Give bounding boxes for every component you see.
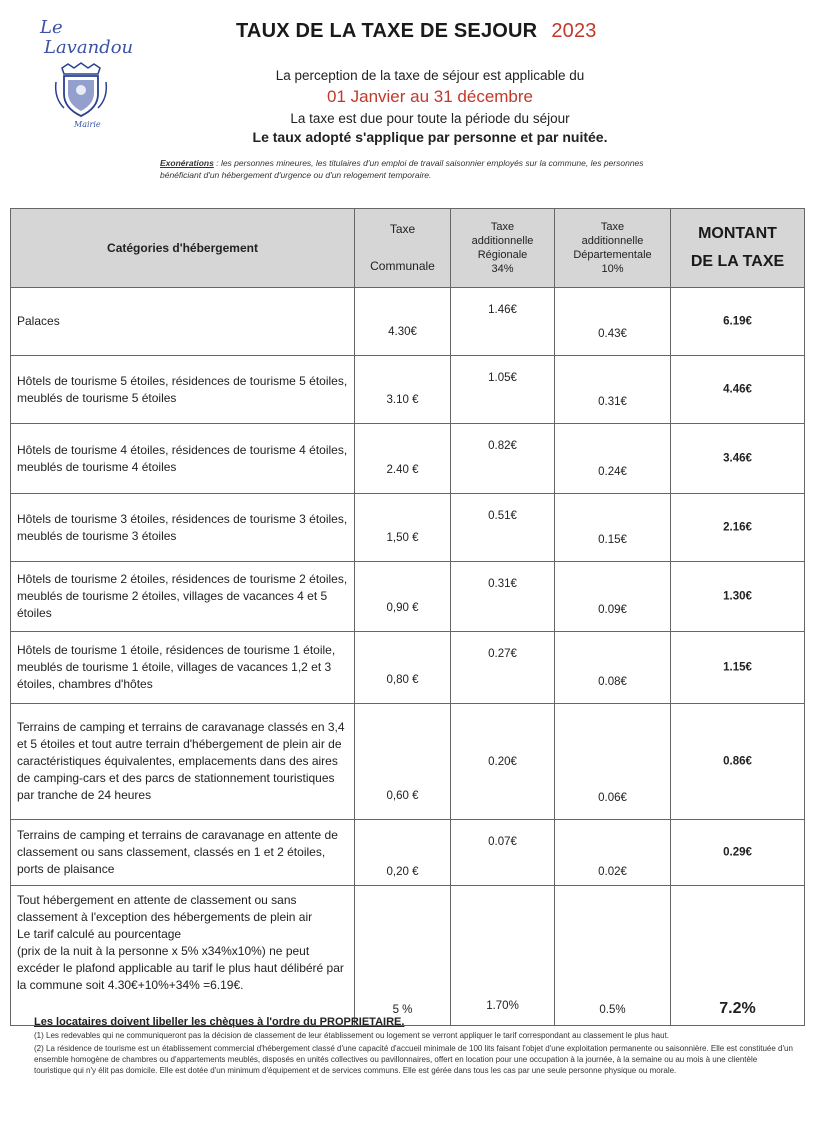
row-communale xyxy=(355,886,451,1026)
row-departementale xyxy=(555,820,671,886)
value-communale: 0,20 € xyxy=(386,866,419,878)
value-regionale: 0.82€ xyxy=(488,440,517,452)
value-departementale: 0.24€ xyxy=(598,466,627,478)
value-regionale: 0.27€ xyxy=(488,648,517,660)
header-communale xyxy=(355,209,451,288)
footer-notes xyxy=(34,1016,794,1076)
last-row-category-1: Tout hébergement en attente de classement ou sans classement à l'exception des hébergements de plein air xyxy=(17,893,313,924)
header-montant-line-1: MONTANT xyxy=(698,225,777,242)
row-communale xyxy=(355,704,451,820)
value-total: 1.15€ xyxy=(723,661,752,673)
row-total xyxy=(671,632,805,704)
value-departementale: 0.06€ xyxy=(598,792,627,804)
row-departementale xyxy=(555,288,671,356)
value-departementale: 0.02€ xyxy=(598,866,627,878)
table-row xyxy=(11,886,805,1026)
value-communale: 5 % xyxy=(392,1004,413,1016)
header-montant-line-2: DE LA TAXE xyxy=(690,253,785,270)
value-communale: 1,50 € xyxy=(386,532,419,544)
logo-line-1: Le xyxy=(40,17,63,38)
exonerations-label: Exonérations xyxy=(160,158,214,168)
row-departementale xyxy=(555,356,671,424)
value-regionale: 0.20€ xyxy=(488,756,517,768)
value-departementale: 0.09€ xyxy=(598,604,627,616)
intro-line-3: La taxe est due pour toute la période du séjour xyxy=(290,111,570,126)
header-communale-line-2: Communale xyxy=(370,259,435,273)
value-regionale: 0.51€ xyxy=(488,510,517,522)
value-total: 2.16€ xyxy=(723,521,752,533)
row-category: Terrains de camping et terrains de caravanage en attente de classement ou sans classement, classés en 1 et 2 étoiles, ports de plaisance xyxy=(11,820,355,886)
value-regionale: 1.05€ xyxy=(488,372,517,384)
row-total xyxy=(671,886,805,1026)
row-communale xyxy=(355,356,451,424)
intro-line-1: La perception de la taxe de séjour est applicable du xyxy=(275,68,585,83)
row-communale xyxy=(355,288,451,356)
row-regionale xyxy=(451,356,555,424)
title-year: 2023 xyxy=(551,20,597,42)
table-row xyxy=(11,494,805,562)
row-total xyxy=(671,424,805,494)
row-departementale xyxy=(555,424,671,494)
row-category xyxy=(11,886,355,1026)
row-departementale xyxy=(555,494,671,562)
row-regionale xyxy=(451,704,555,820)
value-regionale: 0.07€ xyxy=(488,836,517,848)
header-category: Catégories d'hébergement xyxy=(11,209,355,288)
tax-rate-table xyxy=(10,208,805,1026)
value-total: 6.19€ xyxy=(723,315,752,327)
header-regionale-line-2: additionnelle xyxy=(471,235,534,247)
logo-wordmark xyxy=(40,17,134,58)
row-category: Hôtels de tourisme 3 étoiles, résidences de tourisme 3 étoiles, meublés de tourisme 3 étoiles xyxy=(11,494,355,562)
header-dept-line-4: 10% xyxy=(601,263,624,275)
header-dept-line-1: Taxe xyxy=(600,221,625,233)
header-regionale-line-4: 34% xyxy=(491,263,514,275)
value-communale: 0,60 € xyxy=(386,790,419,802)
value-departementale: 0.43€ xyxy=(598,328,627,340)
row-category: Palaces xyxy=(11,288,355,356)
intro-block xyxy=(150,66,710,147)
row-total xyxy=(671,288,805,356)
intro-line-4: Le taux adopté s'applique par personne et par nuitée. xyxy=(252,129,608,145)
header-regionale-line-3: Régionale xyxy=(477,249,528,261)
value-total: 1.30€ xyxy=(723,590,752,602)
coat-of-arms-icon xyxy=(52,62,110,118)
header-dept-line-3: Départementale xyxy=(573,249,652,261)
row-communale xyxy=(355,424,451,494)
header-dept-line-2: additionnelle xyxy=(581,235,644,247)
header-montant xyxy=(671,209,805,288)
intro-dates: 01 Janvier au 31 décembre xyxy=(326,87,534,106)
exonerations-note xyxy=(160,157,680,181)
header-communale-line-1: Taxe xyxy=(389,222,416,236)
value-communale: 3.10 € xyxy=(386,394,419,406)
value-departementale: 0.5% xyxy=(599,1004,626,1016)
title-main: TAUX DE LA TAXE DE SEJOUR xyxy=(236,20,538,42)
row-total xyxy=(671,494,805,562)
town-logo xyxy=(40,17,134,136)
exonerations-text: : les personnes mineures, les titulaires d'un emploi de travail saisonnier employés sur la commune, les personnes bénéficiant d'un hébergement d'urgence ou d'un relogement temporaire. xyxy=(160,158,644,180)
logo-line-2: Lavandou xyxy=(44,37,134,58)
table-row xyxy=(11,356,805,424)
row-regionale xyxy=(451,494,555,562)
row-total xyxy=(671,820,805,886)
value-total: 4.46€ xyxy=(723,383,752,395)
value-communale: 0,90 € xyxy=(386,602,419,614)
value-total: 0.86€ xyxy=(723,755,752,767)
row-category: Hôtels de tourisme 5 étoiles, résidences de tourisme 5 étoiles, meublés de tourisme 5 étoiles xyxy=(11,356,355,424)
value-departementale: 0.15€ xyxy=(598,534,627,546)
row-departementale xyxy=(555,632,671,704)
row-departementale xyxy=(555,562,671,632)
table-row xyxy=(11,288,805,356)
value-total: 3.46€ xyxy=(723,452,752,464)
value-regionale: 0.31€ xyxy=(488,578,517,590)
row-regionale xyxy=(451,562,555,632)
row-regionale xyxy=(451,424,555,494)
row-category: Terrains de camping et terrains de caravanage classés en 3,4 et 5 étoiles et tout autre terrain d'hébergement de plein air de caractéristiques équivalentes, emplacements dans des aires de camping-cars et des parcs de stationnement touristiques par tranche de 24 heures xyxy=(11,704,355,820)
row-category: Hôtels de tourisme 2 étoiles, résidences de tourisme 2 étoiles, meublés de tourisme 2 étoiles, villages de vacances 4 et 5 étoiles xyxy=(11,562,355,632)
value-communale: 4.30€ xyxy=(388,326,417,338)
header-regionale xyxy=(451,209,555,288)
value-communale: 0,80 € xyxy=(386,674,419,686)
row-category: Hôtels de tourisme 1 étoile, résidences de tourisme 1 étoile, meublés de tourisme 1 étoile, villages de vacances 1,2 et 3 étoiles, chambres d'hôtes xyxy=(11,632,355,704)
page-title xyxy=(236,20,597,43)
footer-note-2: (2) La résidence de tourisme est un établissement commercial d'hébergement classé d'une capacité d'accueil minimale de 100 lits faisant l'objet d'une exploitation permanente ou saisonnière. Elle est constituée d'un ensemble homogène de chambres ou d'appartements meublés, disposés en unités collectives ou pavillonnaires, offert en location pour une occupation à la journée, à la semaine ou au mois à une clientèle touristique qui n'y élit pas domicile. Elle est dotée d'un minimum d'équipement et de services communs. Elle est gérée dans tous les cas par une seule personne physique ou morale. xyxy=(34,1044,793,1075)
table-row xyxy=(11,632,805,704)
row-communale xyxy=(355,494,451,562)
table-row xyxy=(11,704,805,820)
row-total xyxy=(671,562,805,632)
logo-mairie: Mairie xyxy=(74,120,101,129)
table-row xyxy=(11,820,805,886)
table-header-row xyxy=(11,209,805,288)
row-communale xyxy=(355,632,451,704)
row-total xyxy=(671,704,805,820)
value-communale: 2.40 € xyxy=(386,464,419,476)
row-departementale xyxy=(555,704,671,820)
value-departementale: 0.31€ xyxy=(598,396,627,408)
value-total: 0.29€ xyxy=(723,846,752,858)
row-departementale xyxy=(555,886,671,1026)
value-regionale: 1.46€ xyxy=(488,304,517,316)
value-regionale: 1.70% xyxy=(486,1000,519,1012)
last-row-category-3: (prix de la nuit à la personne x 5% x34%x10%) ne peut excéder le plafond applicable au tarif le plus haut délibéré par la commune soit 4.30€+10%+34% =6.19€. xyxy=(17,944,344,992)
row-category: Hôtels de tourisme 4 étoiles, résidences de tourisme 4 étoiles, meublés de tourisme 4 étoiles xyxy=(11,424,355,494)
row-regionale xyxy=(451,632,555,704)
footer-title: Les locataires doivent libeller les chèques à l'ordre du PROPRIETAIRE. xyxy=(34,1016,405,1028)
footer-note-1: (1) Les redevables qui ne communiqueront pas la décision de classement de leur établissement ou logement se verront appliquer le tarif correspondant au classement le plus haut. xyxy=(34,1031,670,1040)
header-regionale-line-1: Taxe xyxy=(490,221,515,233)
row-total xyxy=(671,356,805,424)
last-row-category-2: Le tarif calculé au pourcentage xyxy=(17,927,182,941)
row-communale xyxy=(355,562,451,632)
header-departementale xyxy=(555,209,671,288)
row-regionale xyxy=(451,886,555,1026)
value-total: 7.2% xyxy=(719,1000,756,1017)
row-communale xyxy=(355,820,451,886)
value-departementale: 0.08€ xyxy=(598,676,627,688)
table-row xyxy=(11,562,805,632)
table-row xyxy=(11,424,805,494)
row-regionale xyxy=(451,820,555,886)
row-regionale xyxy=(451,288,555,356)
